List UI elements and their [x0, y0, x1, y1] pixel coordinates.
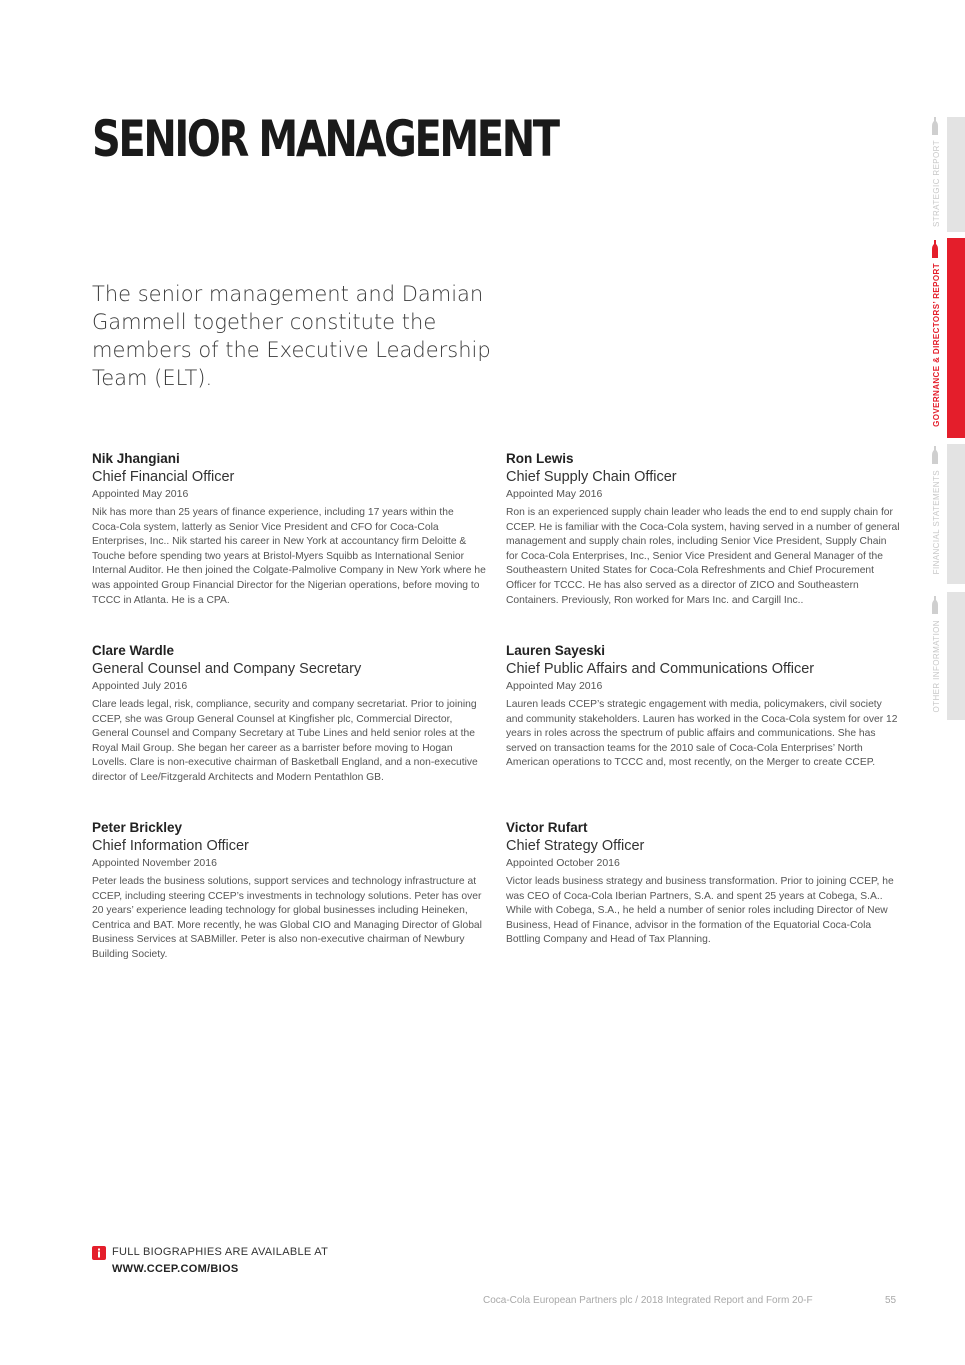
side-tab-label: FINANCIAL STATEMENTS	[932, 470, 941, 575]
person-bio: Lauren leads CCEP’s strategic engagement with media, policymakers, civil society and community stakeholders. Lauren has worked in the Coca‑Cola system for over 12 years in roles across the spectrum of public affairs and communications. She has served on transaction teams for the 2010 sale of Coca‑Cola Enterprises’ North American operations to TCCC and, most recently, on the Merger to create CCEP.	[506, 699, 898, 769]
person-name: Nik Jhangiani	[92, 451, 180, 466]
bottle-icon	[931, 596, 939, 614]
person-bio: Peter leads the business solutions, support services and technology infrastructure at CCEP, including steering CCEP’s investments in technology solutions. Peter has over 20 years’ experience leading technology for global businesses including Heineken, Centrica and BAT. More recently, he was Global CIO and Managing Director of Global Business Services at SABMiller. Peter is also non‑executive chairman of Newbury Building Society.	[92, 876, 482, 960]
intro-paragraph: The senior management and Damian Gammell together constitute the members of the Executive Leadership Team (ELT).	[92, 282, 491, 390]
page-title: SENIOR MANAGEMENT	[92, 110, 558, 168]
person-appointed: Appointed May 2016	[506, 680, 603, 692]
bottle-icon	[931, 117, 939, 135]
person-role: Chief Public Affairs and Communications Officer	[506, 661, 815, 677]
side-tab-strategic-report[interactable]	[947, 117, 965, 232]
person-appointed: Appointed October 2016	[506, 857, 620, 869]
person-name: Lauren Sayeski	[506, 643, 606, 658]
bottle-icon	[931, 240, 939, 258]
bottle-icon	[931, 446, 939, 464]
person-appointed: Appointed November 2016	[92, 857, 217, 869]
person-card	[506, 450, 901, 608]
side-tab-label: OTHER INFORMATION	[932, 620, 941, 713]
person-appointed: Appointed May 2016	[92, 488, 189, 500]
side-tab-label: GOVERNANCE & DIRECTORS’ REPORT	[932, 263, 941, 427]
person-appointed: Appointed July 2016	[92, 680, 188, 692]
side-tab-other-information[interactable]	[947, 592, 965, 720]
person-card	[92, 450, 487, 608]
person-role: Chief Information Officer	[92, 838, 249, 854]
person-bio: Nik has more than 25 years of finance experience, including 17 years within the Coca‑Cola system, latterly as Senior Vice President and CFO for Coca‑Cola Enterprises, Inc.. Nik started his career in New York at accountancy firm Deloitte & Touche before spending two years at Bristol‑Myers Squibb as International Senior Internal Auditor. He then joined the Colgate‑Palmolive Company in New York where he was appointed Group Financial Director for the Nigerian operations, before moving to TCCC in Atlanta. He is a CPA.	[92, 507, 486, 606]
person-bio: Clare leads legal, risk, compliance, security and company secretariat. Prior to joining CCEP, she was Group General Counsel at Kingfisher plc, Commercial Director, General Counsel and Company Secretary at Tube Lines and held senior roles at the Royal Mail Group. She began her career as a barrister before moving to Hogan Lovells. Clare is non‑executive chairman of Basketball England, and a non‑executive director of Lee/Fitzgerald Architects and Modern Pentathlon GB.	[92, 699, 478, 783]
side-tab-governance[interactable]	[947, 238, 965, 438]
footer-report-title: Coca‑Cola European Partners plc / 2018 Integrated Report and Form 20‑F	[483, 1295, 813, 1306]
side-tab-financial-statements[interactable]	[947, 444, 965, 584]
person-card	[506, 642, 901, 771]
person-name: Clare Wardle	[92, 643, 175, 658]
person-appointed: Appointed May 2016	[506, 488, 603, 500]
biographies-note-text: FULL BIOGRAPHIES ARE AVAILABLE AT	[112, 1246, 329, 1258]
person-card	[92, 819, 487, 963]
person-role: General Counsel and Company Secretary	[92, 661, 362, 677]
person-role: Chief Supply Chain Officer	[506, 469, 677, 485]
person-name: Ron Lewis	[506, 451, 574, 466]
person-bio: Victor leads business strategy and business transformation. Prior to joining CCEP, he was CEO of Coca‑Cola Iberian Partners, S.A. and spent 25 years at Cobega, S.A.. While with Cobega, S.A., he held a number of senior roles including Director of New Business, Head of Finance, advisor in the formation of the Equatorial Coca‑Cola Bottling Company and Head of Tax Planning.	[506, 876, 894, 946]
person-card	[506, 819, 904, 948]
person-role: Chief Strategy Officer	[506, 838, 645, 854]
info-icon	[92, 1246, 106, 1260]
person-card	[92, 642, 487, 786]
side-tab-label: STRATEGIC REPORT	[932, 140, 941, 228]
page-number: 55	[885, 1295, 897, 1306]
page-footer	[483, 1294, 903, 1307]
person-name: Peter Brickley	[92, 820, 183, 835]
person-bio: Ron is an experienced supply chain leader who leads the end to end supply chain for CCEP. He is familiar with the Coca‑Cola system, having served in a number of general management and supply chain roles, including Senior Vice President, Supply Chain for Coca‑Cola Enterprises, Inc., Senior Vice President and General Manager of the Southeastern United States for Coca‑Cola Refreshments and Chief Procurement Officer for TCCC. He has also served as a director of ZICO and Southeastern Containers. Previously, Ron worked for Mars Inc. and Cargill Inc..	[506, 507, 900, 606]
biographies-link[interactable]: WWW.CCEP.COM/BIOS	[112, 1263, 239, 1275]
person-role: Chief Financial Officer	[92, 469, 235, 485]
person-name: Victor Rufart	[506, 820, 588, 835]
